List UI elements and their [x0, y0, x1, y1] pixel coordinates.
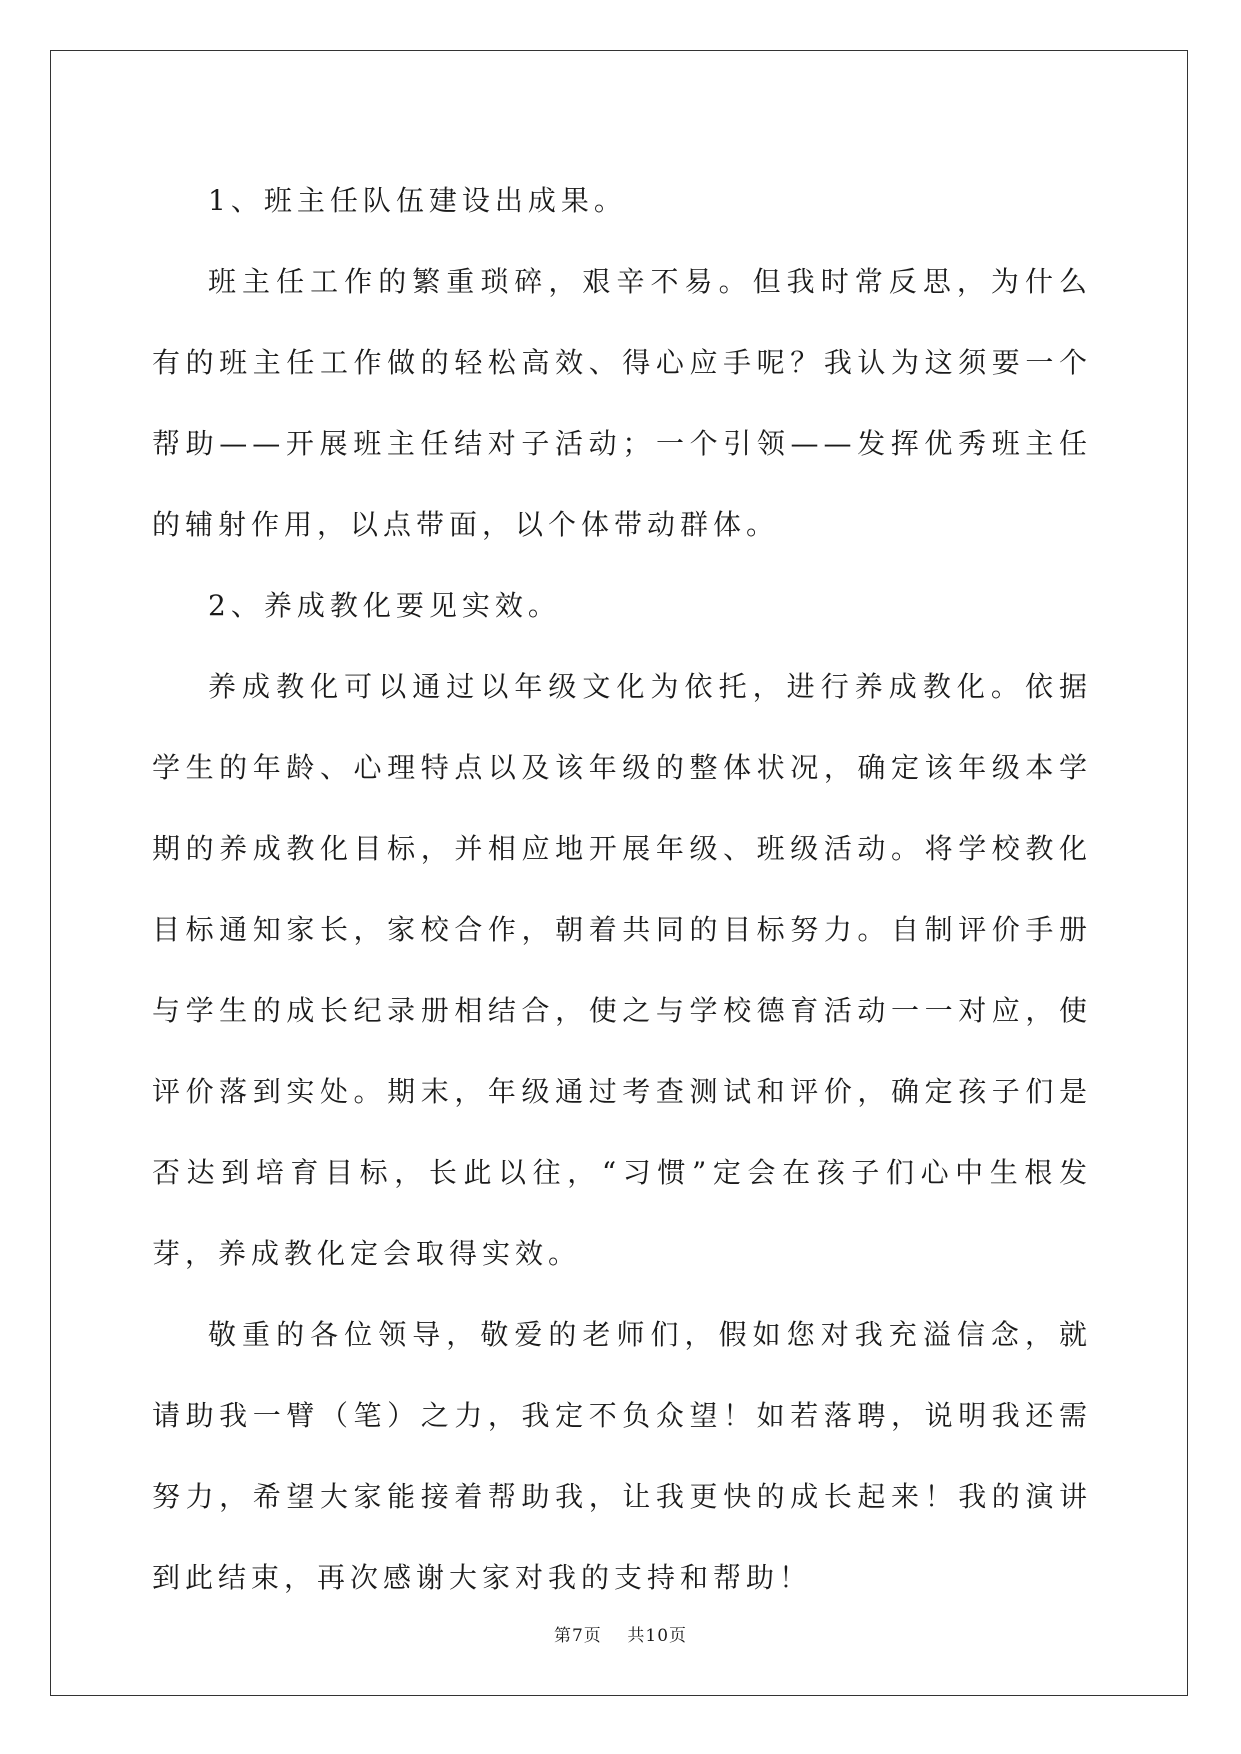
paragraph-heading-1: 1、班主任队伍建设出成果。 — [208, 184, 627, 217]
page-number: 第7页 — [553, 1626, 602, 1646]
paragraph-text: 敬重的各位领导，敬爱的老师们，假如您对我充溢信念，就请助我一臂（笔）之力，我定不负众望！如若落聘，说明我还需努力，希望大家能接着帮助我，让我更快的成长起来！我的演讲到此结束，再次感谢大家对我的支持和帮助！ — [152, 1318, 1092, 1594]
paragraph-heading-2: 2、养成教化要见实效。 — [208, 589, 561, 622]
page-footer — [0, 1621, 1241, 1646]
paragraph-text: 养成教化可以通过以年级文化为依托，进行养成教化。依据学生的年龄、心理特点以及该年级的整体状况，确定该年级本学期的养成教化目标，并相应地开展年级、班级活动。将学校教化目标通知家长，家校合作，朝着共同的目标努力。自制评价手册与学生的成长纪录册相结合，使之与学校德育活动一一对应，使评价落到实处。期末，年级通过考查测试和评价，确定孩子们是否达到培育目标，长此以往，“习惯”定会在孩子们心中生根发芽，养成教化定会取得实效。 — [152, 670, 1092, 1270]
page-total: 共10页 — [627, 1626, 688, 1646]
paragraph-text: 班主任工作的繁重琐碎，艰辛不易。但我时常反思，为什么有的班主任工作做的轻松高效、得心应手呢？我认为这须要一个帮助——开展班主任结对子活动；一个引领——发挥优秀班主任的辅射作用，以点带面，以个体带动群体。 — [152, 265, 1092, 541]
document-body — [152, 160, 1092, 1618]
